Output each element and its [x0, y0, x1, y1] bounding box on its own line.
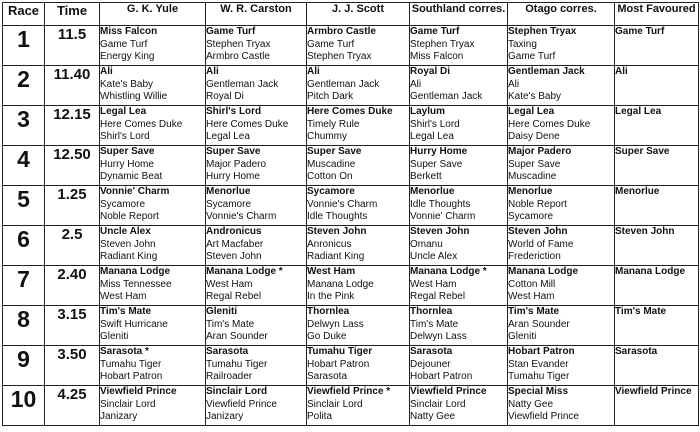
top-selection: Sycamore [307, 186, 355, 197]
most-favoured: Manana Lodge [615, 266, 699, 306]
selection: Art Macfaber [206, 238, 264, 250]
tipster-picks-otago [508, 186, 615, 226]
tipster-picks-yule [100, 26, 206, 66]
selection: Sinclair Lord [307, 398, 363, 410]
selection: Frederiction [508, 251, 561, 262]
selection: Pitch Dark [307, 91, 354, 102]
race-number: 10 [3, 386, 45, 426]
top-selection: Manana Lodge [508, 266, 579, 277]
selection: Dynamic Beat [100, 171, 163, 182]
top-selection: Special Miss [508, 386, 569, 397]
selection: Game Turf [100, 38, 148, 50]
top-selection: Steven John [508, 226, 568, 237]
selection: Stephen Tryax [206, 38, 271, 50]
selection: Game Turf [508, 51, 556, 62]
top-selection: Ali [307, 66, 320, 77]
top-selection: Manana Lodge * [206, 266, 283, 277]
most-favoured: Viewfield Prince [615, 386, 699, 426]
selection: Miss Falcon [410, 51, 464, 62]
top-selection: Ali [206, 66, 219, 77]
tipster-picks-carston [206, 346, 307, 386]
top-selection: Vonnie' Charm [100, 186, 170, 197]
tipster-picks-otago [508, 226, 615, 266]
race-time: 12.15 [45, 106, 100, 146]
most-favoured: Sarasota [615, 346, 699, 386]
tipster-picks-otago [508, 26, 615, 66]
top-selection: Game Turf [410, 26, 460, 37]
selection: Legal Lea [206, 131, 250, 142]
race-row [3, 146, 699, 186]
race-row [3, 106, 699, 146]
tipster-picks-yule [100, 266, 206, 306]
top-selection: Menorlue [508, 186, 553, 197]
top-selection: Tim's Mate [100, 306, 152, 317]
tipster-picks-southland [410, 106, 508, 146]
selection: Berkett [410, 171, 442, 182]
tipster-picks-yule [100, 346, 206, 386]
top-selection: Tumahu Tiger [307, 346, 373, 357]
selection: Hurry Home [206, 171, 260, 182]
selection: Daisy Dene [508, 131, 560, 142]
race-number: 6 [3, 226, 45, 266]
tipster-picks-yule [100, 226, 206, 266]
selection: West Ham [206, 278, 253, 290]
selection: Noble Report [508, 198, 567, 210]
selection: West Ham [410, 278, 457, 290]
selection: Uncle Alex [410, 251, 458, 262]
race-row [3, 26, 699, 66]
selection: Radiant King [307, 251, 365, 262]
selection: Kate's Baby [100, 78, 154, 90]
selection: Muscadine [307, 158, 356, 170]
tipster-picks-southland [410, 186, 508, 226]
most-favoured: Menorlue [615, 186, 699, 226]
selection: Noble Report [100, 211, 159, 222]
tipster-header-carston: W. R. Carston [206, 3, 307, 26]
selection: Stan Evander [508, 358, 569, 370]
race-number: 1 [3, 26, 45, 66]
selection: Miss Tennessee [100, 278, 172, 290]
tipster-picks-scott [307, 226, 410, 266]
selections-table [2, 2, 699, 426]
race-header: Race [3, 3, 45, 26]
top-selection: Super Save [100, 146, 155, 157]
top-selection: Menorlue [410, 186, 455, 197]
top-selection: Sarasota * [100, 346, 149, 357]
header-row [3, 3, 699, 26]
race-row [3, 346, 699, 386]
tipster-picks-otago [508, 66, 615, 106]
top-selection: Legal Lea [508, 106, 555, 117]
tipster-picks-southland [410, 26, 508, 66]
selection: Chummy [307, 131, 348, 142]
tipster-picks-yule [100, 186, 206, 226]
top-selection: Ali [100, 66, 113, 77]
tipster-picks-carston [206, 26, 307, 66]
tipster-picks-southland [410, 386, 508, 426]
tipster-picks-southland [410, 266, 508, 306]
selection: Here Comes Duke [206, 118, 289, 130]
race-time: 1.25 [45, 186, 100, 226]
selection: Gentleman Jack [206, 78, 279, 90]
selection: Whistling Willie [100, 91, 168, 102]
selection: Steven John [100, 238, 156, 250]
tipster-picks-otago [508, 346, 615, 386]
top-selection: Armbro Castle [307, 26, 376, 37]
selection: Muscadine [508, 171, 557, 182]
selection: West Ham [100, 291, 147, 302]
selection: Taxing [508, 38, 537, 50]
tipster-picks-southland [410, 66, 508, 106]
selection: Game Turf [307, 38, 355, 50]
race-time: 2.40 [45, 266, 100, 306]
tipster-picks-carston [206, 266, 307, 306]
selection: Cotton Mill [508, 278, 556, 290]
race-number: 4 [3, 146, 45, 186]
race-row [3, 386, 699, 426]
top-selection: Stephen Tryax [508, 26, 577, 37]
selection: Aran Sounder [508, 318, 570, 330]
tipster-picks-scott [307, 106, 410, 146]
selection: Sycamore [100, 198, 146, 210]
selection: Regal Rebel [206, 291, 262, 302]
tipster-picks-scott [307, 66, 410, 106]
selection: Idle Thoughts [307, 211, 368, 222]
tipster-picks-southland [410, 306, 508, 346]
top-selection: Steven John [410, 226, 470, 237]
top-selection: West Ham [307, 266, 356, 277]
selection: Hobart Patron [307, 358, 370, 370]
selection: Polita [307, 411, 333, 422]
selection: Sinclair Lord [410, 398, 466, 410]
selection: In the Pink [307, 291, 355, 302]
top-selection: Hurry Home [410, 146, 468, 157]
selection: Shirl's Lord [100, 131, 150, 142]
tipster-picks-scott [307, 346, 410, 386]
selection: Kate's Baby [508, 91, 562, 102]
top-selection: Tim's Mate [508, 306, 560, 317]
selection: Idle Thoughts [410, 198, 471, 210]
selection: Shirl's Lord [410, 118, 460, 130]
tipster-picks-scott [307, 186, 410, 226]
selection: Stephen Tryax [307, 51, 372, 62]
tipster-picks-otago [508, 146, 615, 186]
selection: Here Comes Duke [508, 118, 591, 130]
top-selection: Laylum [410, 106, 446, 117]
selection: Tumahu Tiger [508, 371, 570, 382]
most-favoured: Steven John [615, 226, 699, 266]
selection: Sarasota [307, 371, 348, 382]
top-selection: Miss Falcon [100, 26, 158, 37]
selection: World of Fame [508, 238, 574, 250]
race-number: 9 [3, 346, 45, 386]
selection: Radiant King [100, 251, 158, 262]
race-rows [3, 26, 699, 426]
selection: Stephen Tryax [410, 38, 475, 50]
selection: Gleniti [508, 331, 537, 342]
tipster-picks-southland [410, 226, 508, 266]
tipster-picks-yule [100, 66, 206, 106]
tipster-picks-otago [508, 386, 615, 426]
tipster-picks-yule [100, 306, 206, 346]
selection: Delwyn Lass [307, 318, 364, 330]
race-time: 2.5 [45, 226, 100, 266]
selection: Anronicus [307, 238, 352, 250]
selection: Tim's Mate [206, 318, 255, 330]
tipster-picks-carston [206, 226, 307, 266]
selection: Hobart Patron [100, 371, 163, 382]
tipster-header-scott: J. J. Scott [307, 3, 410, 26]
most-favoured: Legal Lea [615, 106, 699, 146]
top-selection: Royal Di [410, 66, 451, 77]
tipster-header-yule: G. K. Yule [100, 3, 206, 26]
tipster-picks-scott [307, 386, 410, 426]
race-number: 8 [3, 306, 45, 346]
tipster-picks-carston [206, 306, 307, 346]
tipster-picks-otago [508, 106, 615, 146]
selection: Sycamore [206, 198, 252, 210]
race-row [3, 226, 699, 266]
selection: Steven John [206, 251, 262, 262]
race-number: 7 [3, 266, 45, 306]
tipster-picks-southland [410, 146, 508, 186]
top-selection: Viewfield Prince * [307, 386, 391, 397]
tipster-picks-yule [100, 146, 206, 186]
top-selection: Super Save [307, 146, 362, 157]
top-selection: Sarasota [410, 346, 453, 357]
selection: Tim's Mate [410, 318, 459, 330]
selection: Manana Lodge [307, 278, 374, 290]
selection: Hobart Patron [410, 371, 473, 382]
selection: Natty Gee [410, 411, 456, 422]
selection: Gentleman Jack [410, 91, 483, 102]
selection: Swift Hurricane [100, 318, 168, 330]
top-selection: Here Comes Duke [307, 106, 393, 117]
selection: Janizary [206, 411, 244, 422]
top-selection: Legal Lea [100, 106, 147, 117]
selection: Super Save [508, 158, 561, 170]
top-selection: Manana Lodge [100, 266, 171, 277]
favoured-header: Most Favoured [615, 3, 699, 26]
top-selection: Sinclair Lord [206, 386, 268, 397]
tipster-picks-yule [100, 386, 206, 426]
selection: Vonnie's Charm [307, 198, 378, 210]
race-time: 3.15 [45, 306, 100, 346]
race-row [3, 66, 699, 106]
race-time: 11.40 [45, 66, 100, 106]
most-favoured: Super Save [615, 146, 699, 186]
tipster-header-otago: Otago corres. [508, 3, 615, 26]
tipster-picks-yule [100, 106, 206, 146]
top-selection: Menorlue [206, 186, 251, 197]
race-number: 2 [3, 66, 45, 106]
top-selection: Andronicus [206, 226, 262, 237]
selection: Aran Sounder [206, 331, 268, 342]
race-row [3, 266, 699, 306]
selection: Major Padero [206, 158, 267, 170]
most-favoured: Game Turf [615, 26, 699, 66]
selection: Janizary [100, 411, 138, 422]
tipsters-form-guide [2, 2, 698, 428]
tipster-picks-carston [206, 66, 307, 106]
selection: Timely Rule [307, 118, 360, 130]
selection: Go Duke [307, 331, 347, 342]
selection: Viewfield Prince [508, 411, 579, 422]
selection: Armbro Castle [206, 51, 270, 62]
most-favoured: Tim's Mate [615, 306, 699, 346]
race-number: 3 [3, 106, 45, 146]
selection: Gentleman Jack [307, 78, 380, 90]
selection: Regal Rebel [410, 291, 466, 302]
tipster-picks-otago [508, 266, 615, 306]
selection: Energy King [100, 51, 155, 62]
selection: Sycamore [508, 211, 554, 222]
race-row [3, 186, 699, 226]
top-selection: Viewfield Prince [100, 386, 177, 397]
selection: Dejouner [410, 358, 451, 370]
top-selection: Sarasota [206, 346, 249, 357]
selection: Super Save [410, 158, 463, 170]
selection: Delwyn Lass [410, 331, 467, 342]
top-selection: Uncle Alex [100, 226, 151, 237]
top-selection: Hobart Patron [508, 346, 575, 357]
tipster-picks-carston [206, 186, 307, 226]
race-time: 12.50 [45, 146, 100, 186]
selection: Legal Lea [410, 131, 454, 142]
selection: Vonnie's Charm [206, 211, 277, 222]
selection: West Ham [508, 291, 555, 302]
selection: Ali [410, 78, 422, 90]
race-time: 11.5 [45, 26, 100, 66]
top-selection: Gleniti [206, 306, 238, 317]
most-favoured: Ali [615, 66, 699, 106]
top-selection: Manana Lodge * [410, 266, 487, 277]
selection: Tumahu Tiger [100, 358, 162, 370]
selection: Ali [508, 78, 520, 90]
race-time: 4.25 [45, 386, 100, 426]
tipster-picks-carston [206, 146, 307, 186]
selection: Natty Gee [508, 398, 554, 410]
selection: Cotton On [307, 171, 353, 182]
selection: Vonnie' Charm [410, 211, 476, 222]
top-selection: Major Padero [508, 146, 572, 157]
tipster-picks-southland [410, 346, 508, 386]
race-row [3, 306, 699, 346]
selection: Sinclair Lord [100, 398, 156, 410]
selection: Royal Di [206, 91, 244, 102]
selection: Hurry Home [100, 158, 154, 170]
top-selection: Thornlea [307, 306, 350, 317]
tipster-picks-otago [508, 306, 615, 346]
top-selection: Gentleman Jack [508, 66, 585, 77]
tipster-picks-carston [206, 106, 307, 146]
top-selection: Viewfield Prince [410, 386, 487, 397]
tipster-picks-scott [307, 146, 410, 186]
tipster-picks-scott [307, 306, 410, 346]
top-selection: Shirl's Lord [206, 106, 262, 117]
tipster-picks-scott [307, 266, 410, 306]
selection: Railroader [206, 371, 253, 382]
tipster-header-southland: Southland corres. [410, 3, 508, 26]
top-selection: Thornlea [410, 306, 453, 317]
selection: Tumahu Tiger [206, 358, 268, 370]
tipster-picks-carston [206, 386, 307, 426]
selection: Here Comes Duke [100, 118, 183, 130]
top-selection: Steven John [307, 226, 367, 237]
selection: Omanu [410, 238, 443, 250]
race-time: 3.50 [45, 346, 100, 386]
tipster-picks-scott [307, 26, 410, 66]
race-number: 5 [3, 186, 45, 226]
top-selection: Game Turf [206, 26, 256, 37]
top-selection: Super Save [206, 146, 261, 157]
selection: Viewfield Prince [206, 398, 277, 410]
time-header: Time [45, 3, 100, 26]
selection: Gleniti [100, 331, 129, 342]
